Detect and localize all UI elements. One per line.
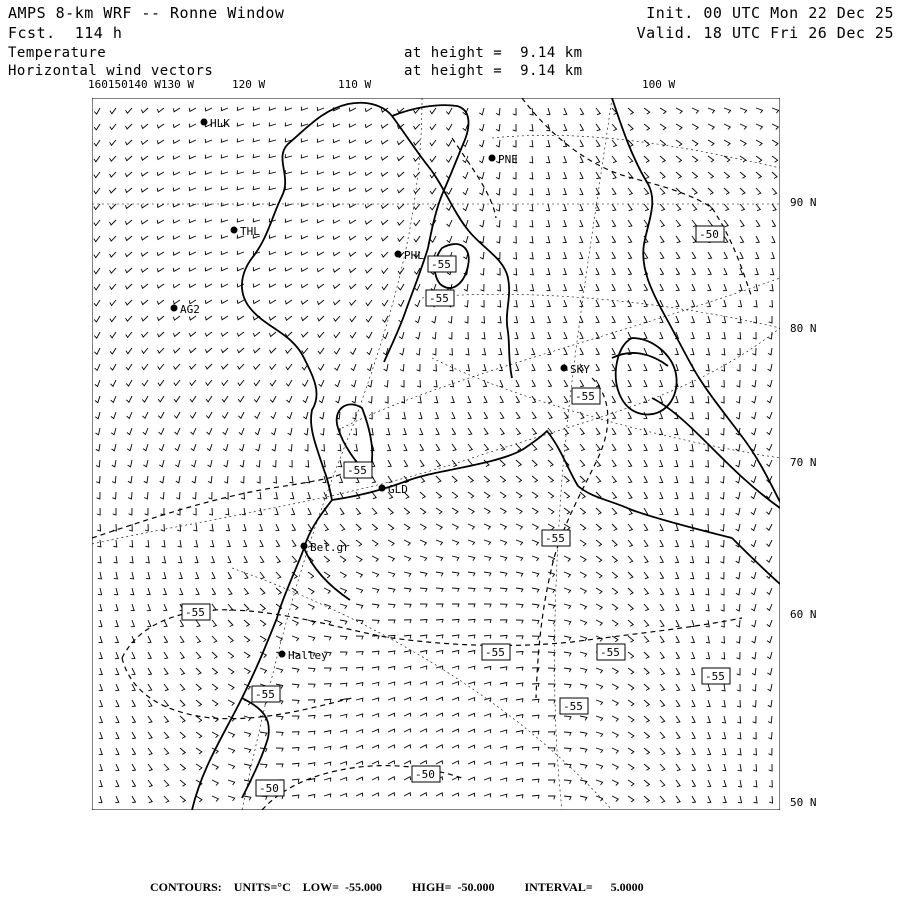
contour-label-text: -55 bbox=[347, 464, 367, 477]
station-dot bbox=[489, 155, 496, 162]
lon-label-100w: 100 W bbox=[642, 78, 676, 91]
contour-label-text: -50 bbox=[699, 228, 719, 241]
field-temperature: Temperature bbox=[8, 45, 107, 61]
contour-label-text: -55 bbox=[185, 606, 205, 619]
lat-label-90n: 90 N bbox=[790, 196, 817, 209]
contour-label bbox=[426, 290, 454, 306]
station-dot bbox=[231, 227, 238, 234]
height-label-2: at height = 9.14 km bbox=[404, 63, 583, 79]
station-dot bbox=[279, 651, 286, 658]
station-label: THL bbox=[240, 225, 260, 238]
station-dot bbox=[171, 305, 178, 312]
valid-time: Valid. 18 UTC Fri 26 Dec 25 bbox=[636, 24, 894, 42]
contour-label-text: -55 bbox=[429, 292, 449, 305]
contour-label bbox=[182, 604, 210, 620]
station-label: PHL bbox=[404, 249, 424, 262]
contour-label bbox=[482, 644, 510, 660]
init-time: Init. 00 UTC Mon 22 Dec 25 bbox=[646, 4, 894, 22]
contour-label-text: -55 bbox=[705, 670, 725, 683]
contour-label bbox=[256, 780, 284, 796]
map-title: AMPS 8-km WRF -- Ronne Window bbox=[8, 4, 285, 22]
lon-label-120w: 120 W bbox=[232, 78, 266, 91]
contour-label-text: -55 bbox=[600, 646, 620, 659]
station-dot bbox=[395, 251, 402, 258]
contour-label-text: -55 bbox=[485, 646, 505, 659]
station-dot bbox=[201, 119, 208, 126]
station-dot bbox=[301, 543, 308, 550]
contour-label bbox=[252, 686, 280, 702]
station-label: SKY bbox=[570, 363, 590, 376]
lon-label-left: 160150140 W130 W bbox=[88, 78, 194, 91]
contour-label bbox=[702, 668, 730, 684]
lat-label-80n: 80 N bbox=[790, 322, 817, 335]
contour-label bbox=[572, 388, 600, 404]
forecast-hour: Fcst. 114 h bbox=[8, 24, 123, 42]
station-label: Halley bbox=[288, 649, 328, 662]
contour-label bbox=[344, 462, 372, 478]
contour-label-text: -55 bbox=[575, 390, 595, 403]
contour-label-text: -55 bbox=[563, 700, 583, 713]
station-label: Bel.gr bbox=[310, 541, 350, 554]
lat-label-70n: 70 N bbox=[790, 456, 817, 469]
lat-label-60n: 60 N bbox=[790, 608, 817, 621]
lon-label-110w: 110 W bbox=[338, 78, 372, 91]
lat-label-50n: 50 N bbox=[790, 796, 817, 809]
station-label: AG2 bbox=[180, 303, 200, 316]
contour-label bbox=[696, 226, 724, 242]
height-label-1: at height = 9.14 km bbox=[404, 45, 583, 61]
contour-label-text: -55 bbox=[545, 532, 565, 545]
station-label: GLD bbox=[388, 483, 408, 496]
contour-label-text: -50 bbox=[259, 782, 279, 795]
field-wind: Horizontal wind vectors bbox=[8, 63, 214, 79]
contour-label bbox=[428, 256, 456, 272]
station-dot bbox=[379, 485, 386, 492]
contour-label bbox=[542, 530, 570, 546]
contour-label bbox=[412, 766, 440, 782]
station-dot bbox=[561, 365, 568, 372]
map-panel bbox=[92, 98, 780, 810]
contour-label bbox=[560, 698, 588, 714]
station-label: PNE bbox=[498, 153, 518, 166]
contour-label-text: -55 bbox=[431, 258, 451, 271]
contour-label-text: -50 bbox=[415, 768, 435, 781]
contour-label bbox=[597, 644, 625, 660]
station-label: HLK bbox=[210, 117, 230, 130]
contour-label-text: -55 bbox=[255, 688, 275, 701]
contours-footer: CONTOURS: UNITS=°C LOW= -55.000 HIGH= -50.000 INTERVAL= 5.0000 bbox=[150, 880, 644, 894]
